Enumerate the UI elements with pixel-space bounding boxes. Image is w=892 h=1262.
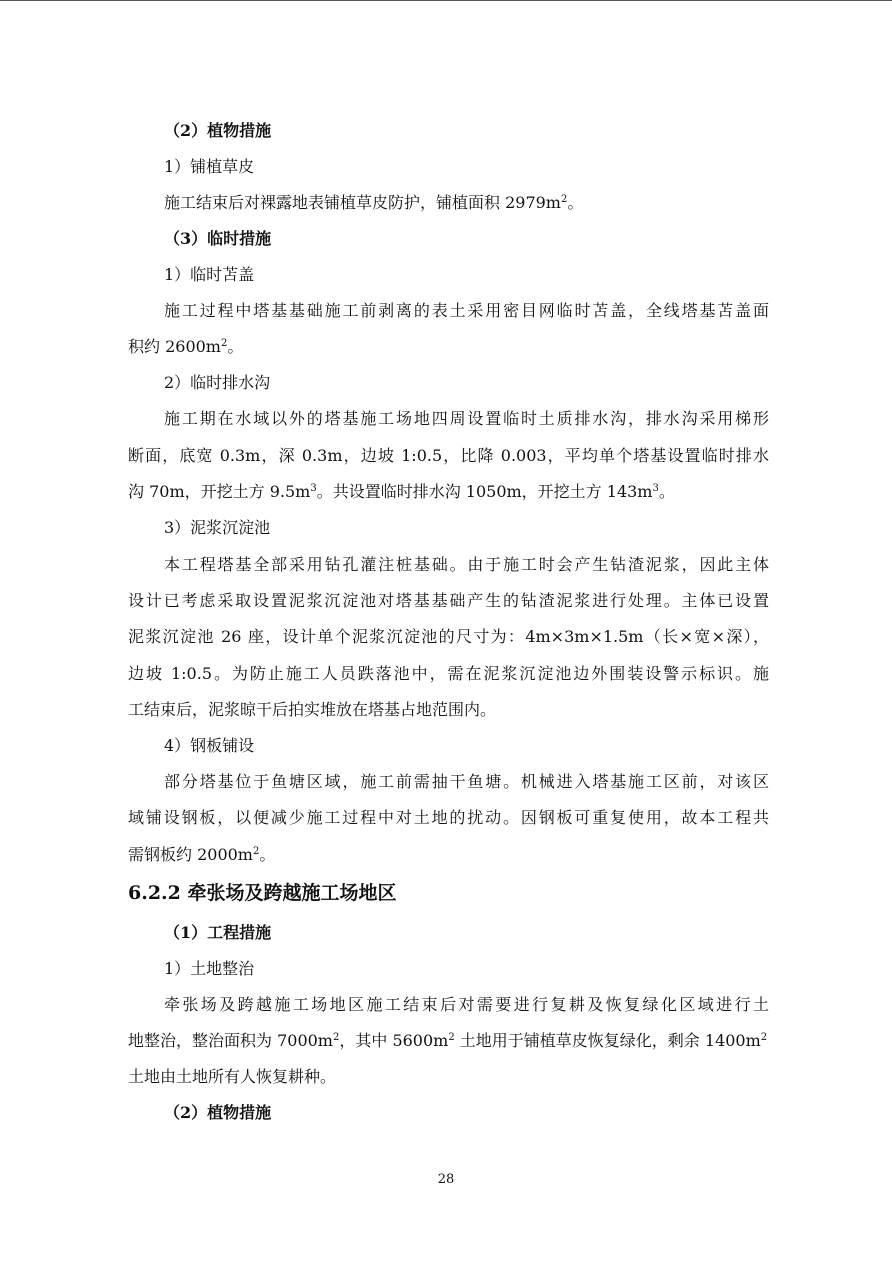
- subheading-plant-measures: （2）植物措施: [164, 1103, 272, 1122]
- paragraph-line: 施工期在水域以外的塔基施工场地四周设置临时土质排水沟，排水沟采用梯形: [164, 409, 769, 428]
- paragraph-line: 施工过程中塔基基础施工前剥离的表土采用密目网临时苫盖，全线塔基苫盖面: [164, 301, 769, 320]
- paragraph-line: 本工程塔基全部采用钻孔灌注桩基础。由于施工时会产生钻渣泥浆，因此主体: [164, 555, 769, 574]
- subheading-engineering-measures: （1）工程措施: [164, 923, 272, 942]
- item-heading: 1）临时苫盖: [164, 265, 255, 284]
- item-heading: 3）泥浆沉淀池: [164, 518, 271, 537]
- paragraph-line: 泥浆沉淀池 26 座，设计单个泥浆沉淀池的尺寸为：4m×3m×1.5m（长×宽×深），: [128, 627, 769, 646]
- paragraph-line: 部分塔基位于鱼塘区域，施工前需抽干鱼塘。机械进入塔基施工区前，对该区: [164, 772, 769, 791]
- item-heading: 2）临时排水沟: [164, 373, 271, 392]
- paragraph-line: 施工结束后对裸露地表铺植草皮防护，铺植面积 $2979m^2$。: [164, 193, 584, 212]
- paragraph-line: 积约 $2600m^2$。: [128, 337, 244, 356]
- paragraph-line: 需钢板约 $2000m^2$。: [128, 845, 276, 864]
- item-heading: 1）铺植草皮: [164, 157, 255, 176]
- paragraph-line: 工结束后，泥浆晾干后拍实堆放在塔基占地范围内。: [128, 700, 497, 719]
- paragraph-line: 域铺设钢板，以便减少施工过程中对土地的扰动。因钢板可重复使用，故本工程共: [128, 808, 769, 827]
- item-heading: 4）钢板铺设: [164, 736, 255, 755]
- section-heading: 6.2.2 牵张场及跨越施工场地区: [128, 882, 397, 904]
- paragraph-line: 牵张场及跨越施工场地区施工结束后对需要进行复耕及恢复绿化区域进行土: [164, 995, 769, 1014]
- subheading-temporary-measures: （3）临时措施: [164, 229, 272, 248]
- page-number: 28: [437, 1172, 455, 1187]
- paragraph-line: 地整治，整治面积为 $7000m^2$，其中 $5600m^2$ 土地用于铺植草皮恢复绿化，剩余 $1400m^2$: [128, 1031, 768, 1050]
- item-heading: 1）土地整治: [164, 959, 255, 978]
- paragraph-line: 设计已考虑采取设置泥浆沉淀池对塔基基础产生的钻渣泥浆进行处理。主体已设置: [128, 591, 769, 610]
- paragraph-line: 沟 70m，开挖土方 $9.5m^3$。共设置临时排水沟 1050m，开挖土方 $143m^3$。: [128, 482, 675, 501]
- paragraph-line: 土地由土地所有人恢复耕种。: [128, 1067, 337, 1086]
- paragraph-line: 断面，底宽 0.3m，深 0.3m，边坡 1:0.5，比降 0.003，平均单个塔基设置临时排水: [128, 446, 769, 465]
- subheading-plant-measures: （2）植物措施: [164, 121, 272, 140]
- paragraph-line: 边坡 1:0.5。为防止施工人员跌落池中，需在泥浆沉淀池边外围装设警示标识。施: [128, 664, 769, 683]
